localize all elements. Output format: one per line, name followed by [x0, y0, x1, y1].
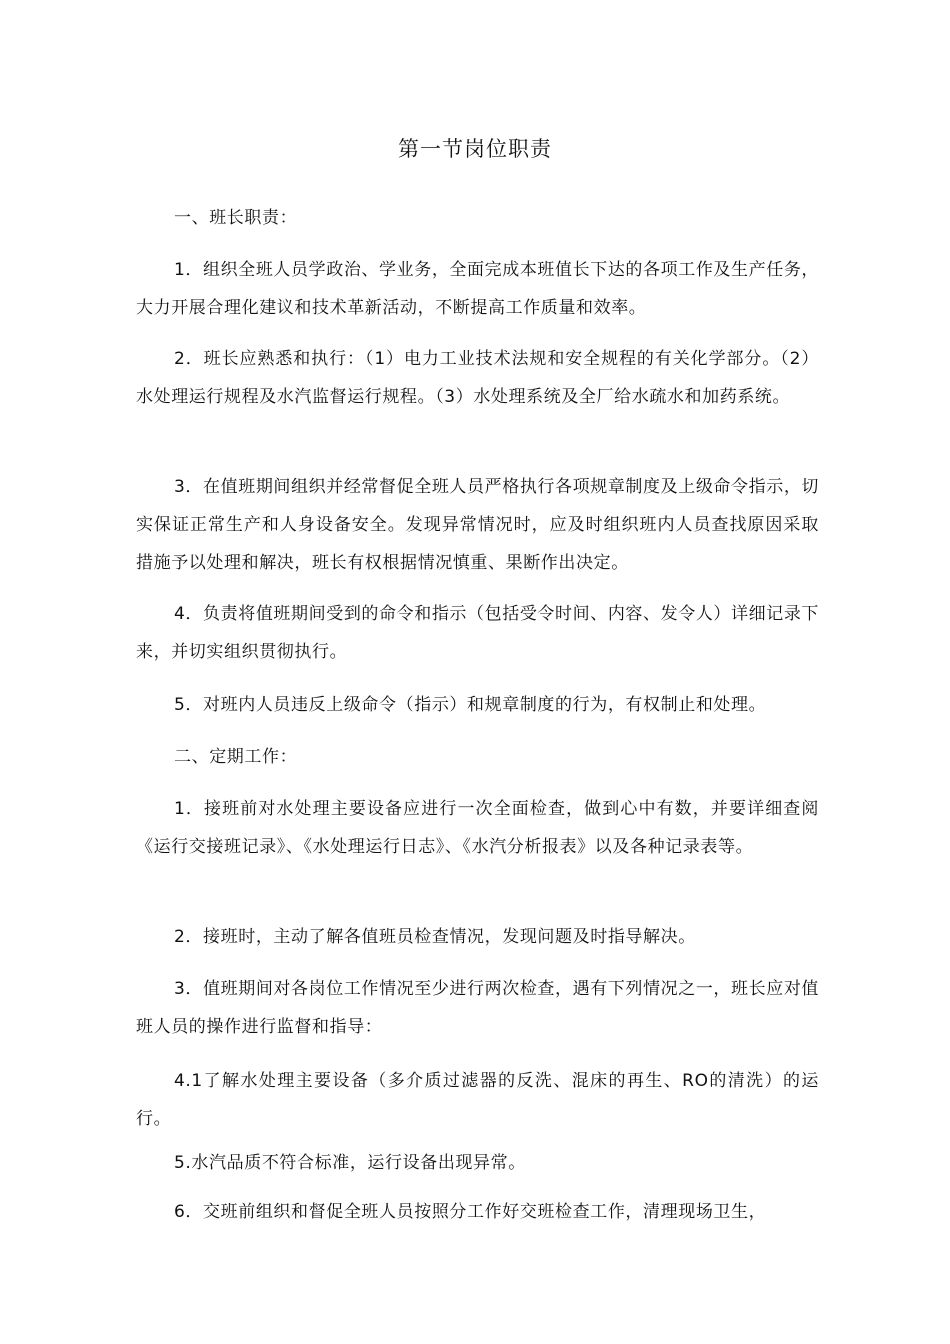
section-heading-monitor-duties: 一、班长职责：	[174, 208, 298, 228]
paragraph-periodic-4-1: 4.1了解水处理主要设备（多介质过滤器的反洗、混床的再生、RO的清洗）的运行。	[136, 1071, 819, 1129]
paragraph-item-3: 3．在值班期间组织并经常督促全班人员严格执行各项规章制度及上级命令指示，切实保证正常生产和人身设备安全。发现异常情况时，应及时组织班内人员查找原因采取措施予以处理和解决，班长有权根据情况慎重、果断作出决定。	[136, 477, 820, 573]
paragraph-periodic-2: 2．接班时，主动了解各值班员检查情况，发现问题及时指导解决。	[174, 927, 696, 947]
paragraph-item-2: 2．班长应熟悉和执行：（1）电力工业技术法规和安全规程的有关化学部分。（2）水处理运行规程及水汽监督运行规程。（3）水处理系统及全厂给水疏水和加药系统。	[136, 349, 819, 407]
paragraph-periodic-5: 5.水汽品质不符合标准，运行设备出现异常。	[174, 1153, 526, 1173]
paragraph-periodic-1: 1．接班前对水处理主要设备应进行一次全面检查，做到心中有数，并要详细查阅《运行交接班记录》、《水处理运行日志》、《水汽分析报表》以及各种记录表等。	[136, 799, 819, 857]
paragraph-item-5: 5．对班内人员违反上级命令（指示）和规章制度的行为，有权制止和处理。	[174, 695, 767, 715]
paragraph-periodic-6: 6．交班前组织和督促全班人员按照分工作好交班检查工作，清理现场卫生，	[174, 1202, 767, 1222]
paragraph-item-4: 4．负责将值班期间受到的命令和指示（包括受令时间、内容、发令人）详细记录下来，并切实组织贯彻执行。	[136, 604, 820, 662]
paragraph-item-1: 1．组织全班人员学政治、学业务，全面完成本班值长下达的各项工作及生产任务，大力开展合理化建议和技术革新活动，不断提高工作质量和效率。	[136, 260, 820, 318]
paragraph-periodic-3: 3．值班期间对各岗位工作情况至少进行两次检查，遇有下列情况之一，班长应对值班人员的操作进行监督和指导：	[136, 979, 820, 1037]
page-title: 第一节岗位职责	[398, 137, 552, 161]
section-heading-periodic-work: 二、定期工作：	[174, 747, 298, 767]
